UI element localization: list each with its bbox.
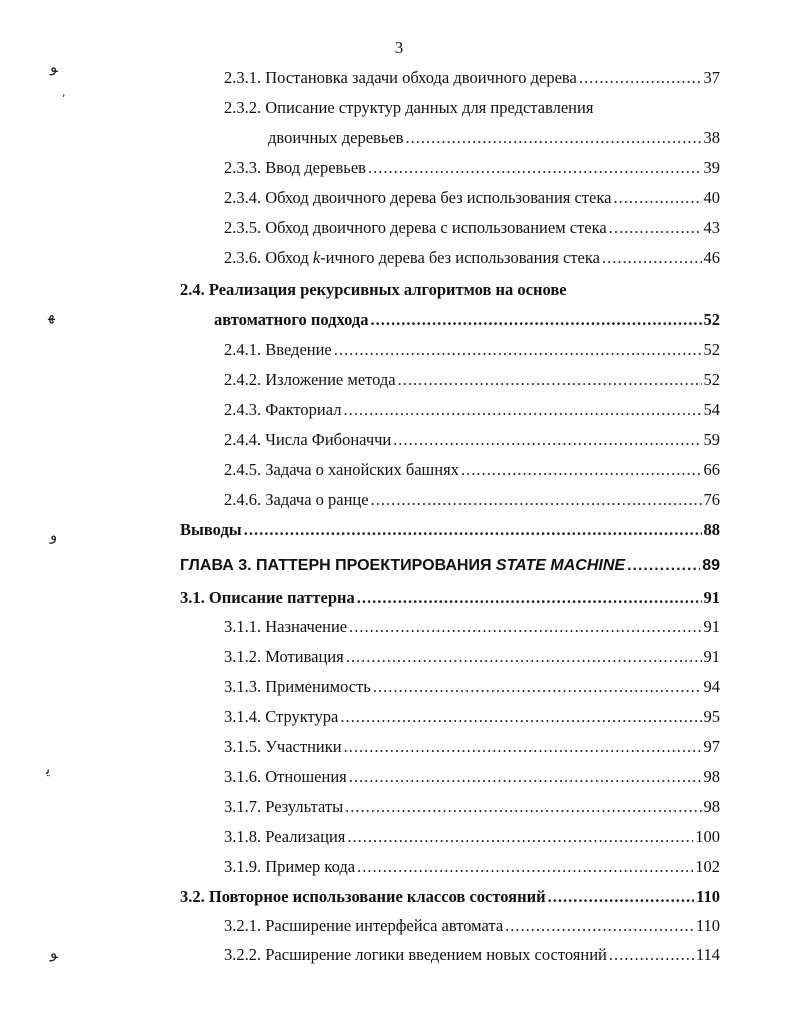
toc-entry-page: 114 [695, 945, 720, 964]
toc-entry-label: 3.1.3. Применимость [224, 677, 371, 696]
toc-entry-2-3-4 [224, 188, 720, 208]
toc-entry-page: 98 [703, 767, 720, 786]
toc-entry-3-1-7 [224, 797, 720, 817]
toc-entry-label-italic: k [312, 248, 321, 267]
toc-entry-page: 52 [703, 370, 720, 389]
toc-entry-2-3-5 [224, 218, 720, 238]
toc-entry-label: 3.1.5. Участники [224, 737, 342, 756]
leader-dots [357, 857, 693, 877]
toc-entry-label: 2.3.4. Обход двоичного дерева без использования стека [224, 188, 612, 207]
toc-entry-label: 3.1.4. Структура [224, 707, 339, 726]
leader-dots [505, 916, 694, 936]
toc-entry-page: 76 [703, 490, 720, 509]
toc-entry-label: 3.1.7. Результаты [224, 797, 344, 816]
toc-entry-label: 3.1.6. Отношения [224, 767, 347, 786]
toc-entry-label-part: 2.3.6. Обход [224, 248, 313, 267]
toc-entry-label: двоичных деревьев [268, 128, 404, 147]
toc-entry-page: 37 [703, 68, 720, 87]
toc-section-label: 2.4. Реализация рекурсивных алгоритмов на основе [180, 280, 567, 299]
toc-entry-page: 98 [703, 797, 720, 816]
page-number: 3 [394, 38, 404, 57]
toc-entry-label: 3.2.1. Расширение интерфейса автомата [224, 916, 504, 935]
toc-entry-page: 43 [703, 218, 720, 237]
scan-artifact-mark: ﻮ [50, 58, 58, 76]
toc-section-vyvody [180, 520, 720, 540]
scan-artifact-mark: ﻬ [48, 306, 55, 324]
toc-entry-page: 95 [703, 707, 720, 726]
leader-dots [579, 68, 702, 88]
toc-section-3-1 [180, 588, 720, 608]
toc-entry-label: 2.3.5. Обход двоичного дерева с использованием стека [224, 218, 607, 237]
toc-entry-label: 2.3.2. Описание структур данных для представления [224, 98, 594, 117]
toc-entry-2-3-6 [224, 248, 720, 268]
toc-entry-page: 91 [703, 647, 720, 666]
toc-section-page: 88 [703, 520, 720, 539]
leader-dots [627, 556, 700, 576]
leader-dots [609, 218, 702, 238]
leader-dots [548, 887, 695, 907]
toc-section-3-2 [180, 887, 720, 907]
toc-entry-2-4-4 [224, 430, 720, 450]
toc-entry-page: 100 [695, 827, 720, 846]
toc-entry-3-2-2 [224, 945, 720, 965]
toc-section-2-4 [180, 280, 720, 300]
leader-dots [370, 310, 701, 330]
leader-dots [393, 430, 701, 450]
toc-entry-label: 2.4.6. Задача о ранце [224, 490, 369, 509]
scan-artifact-mark: ﻮ [50, 944, 58, 962]
toc-entry-label [224, 248, 600, 268]
toc-section-label: Выводы [180, 520, 242, 539]
toc-chapter-label-italic: STATE MACHINE [495, 557, 626, 574]
toc-entry-label: 2.4.1. Введение [224, 340, 332, 359]
toc-entry-label: 3.2.2. Расширение логики введением новых состояний [224, 945, 607, 964]
toc-entry-2-3-2-continued [268, 128, 720, 148]
leader-dots [349, 767, 702, 787]
toc-entry-page: 46 [703, 248, 720, 267]
leader-dots [461, 460, 702, 480]
leader-dots [345, 797, 701, 817]
toc-entry-page: 40 [703, 188, 720, 207]
toc-section-page: 91 [703, 588, 720, 607]
leader-dots [347, 827, 693, 847]
toc-entry-3-1-3 [224, 677, 720, 697]
toc-entry-label: 3.1.9. Пример кода [224, 857, 356, 876]
toc-entry-label: 3.1.2. Мотивация [224, 647, 344, 666]
toc-chapter-label-part: ГЛАВА 3. ПАТТЕРН ПРОЕКТИРОВАНИЯ [180, 557, 496, 574]
toc-entry-page: 39 [703, 158, 720, 177]
toc-entry-page: 102 [695, 857, 720, 876]
toc-entry-page: 91 [703, 617, 720, 636]
toc-entry-2-4-1 [224, 340, 720, 360]
toc-entry-3-2-1 [224, 916, 720, 936]
toc-entry-page: 52 [703, 340, 720, 359]
scan-artifact-mark: ﻳ [46, 760, 51, 778]
leader-dots [368, 158, 702, 178]
toc-entry-2-4-2 [224, 370, 720, 390]
leader-dots [371, 490, 702, 510]
toc-section-page: 52 [703, 310, 720, 329]
leader-dots [373, 677, 702, 697]
toc-entry-3-1-8 [224, 827, 720, 847]
toc-section-page: 110 [696, 887, 720, 906]
toc-entry-page: 94 [703, 677, 720, 696]
leader-dots [609, 945, 694, 965]
toc-entry-2-3-3 [224, 158, 720, 178]
toc-chapter-page: 89 [702, 557, 720, 574]
toc-section-label: автоматного подхода [214, 310, 369, 329]
toc-entry-2-3-1 [224, 68, 720, 88]
toc-chapter-3 [180, 556, 720, 576]
leader-dots [343, 400, 701, 420]
toc-section-label: 3.2. Повторное использование классов состояний [180, 887, 546, 906]
toc-entry-page: 66 [703, 460, 720, 479]
leader-dots [357, 588, 702, 608]
toc-entry-label: 2.3.1. Постановка задачи обхода двоичного дерева [224, 68, 577, 87]
leader-dots [349, 617, 701, 637]
toc-entry-2-3-2 [224, 98, 720, 118]
toc-section-2-4-continued [214, 310, 720, 330]
toc-entry-2-4-5 [224, 460, 720, 480]
toc-entry-page: 59 [703, 430, 720, 449]
toc-entry-3-1-1 [224, 617, 720, 637]
toc-entry-label: 2.4.5. Задача о ханойских башнях [224, 460, 459, 479]
toc-entry-3-1-9 [224, 857, 720, 877]
leader-dots [346, 647, 702, 667]
toc-entry-3-1-2 [224, 647, 720, 667]
toc-entry-label: 3.1.1. Назначение [224, 617, 348, 636]
toc-entry-3-1-6 [224, 767, 720, 787]
scan-artifact-mark: , [62, 86, 66, 99]
leader-dots [344, 737, 702, 757]
toc-entry-label: 2.4.4. Числа Фибоначчи [224, 430, 392, 449]
toc-entry-label: 2.3.3. Ввод деревьев [224, 158, 366, 177]
toc-entry-label: 2.4.3. Факториал [224, 400, 342, 419]
toc-entry-label: 3.1.8. Реализация [224, 827, 346, 846]
toc-entry-label: 2.4.2. Изложение метода [224, 370, 396, 389]
toc-chapter-label [180, 556, 625, 576]
toc-entry-page: 54 [703, 400, 720, 419]
leader-dots [602, 248, 702, 268]
leader-dots [244, 520, 702, 540]
toc-entry-label-part: -ичного дерева без использования стека [320, 248, 600, 267]
toc-entry-page: 97 [703, 737, 720, 756]
toc-entry-3-1-5 [224, 737, 720, 757]
toc-entry-page: 38 [703, 128, 720, 147]
toc-entry-2-4-6 [224, 490, 720, 510]
scan-artifact-mark: ﻭ [50, 526, 58, 544]
toc-entry-3-1-4 [224, 707, 720, 727]
toc-entry-page: 110 [695, 916, 720, 935]
toc-entry-2-4-3 [224, 400, 720, 420]
leader-dots [334, 340, 702, 360]
leader-dots [613, 188, 701, 208]
leader-dots [398, 370, 702, 390]
leader-dots [405, 128, 701, 148]
leader-dots [340, 707, 701, 727]
toc-section-label: 3.1. Описание паттерна [180, 588, 355, 607]
